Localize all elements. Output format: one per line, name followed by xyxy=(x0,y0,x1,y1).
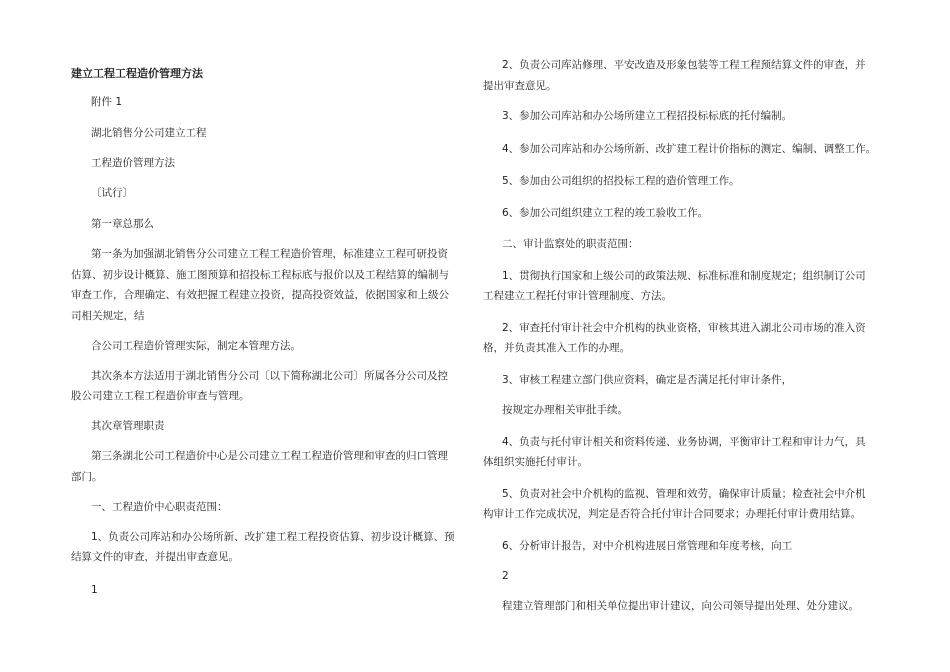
article-3-line: 第三条湖北公司工程造价中心是公司建立工程工程造价管理和审查的归口管理 xyxy=(91,450,448,462)
trial-note: 〔试行〕 xyxy=(91,187,133,199)
article-1-line: 审查工作，合理确定、有效把握工程建立投资，提高投资效益，依据国家和上级公 xyxy=(71,289,449,301)
item-5: 5、参加由公司组织的招投标工程的造价管理工作。 xyxy=(502,175,740,187)
document-title: 建立工程工程造价管理方法 xyxy=(71,67,203,80)
duty-1-line: 1、贯彻执行国家和上级公司的政策法规、标准标准和制度规定；组织制订公司 xyxy=(502,270,866,282)
duty-4-line: 体组织实施托付审计。 xyxy=(483,456,588,468)
section-1-heading: 一、工程造价中心职责范围： xyxy=(91,501,228,513)
item-3: 3、参加公司库站和办公场所建立工程招投标标底的托付编制。 xyxy=(502,110,793,122)
duty-3: 3、审核工程建立部门供应资料，确定是否满足托付审计条件， xyxy=(502,374,793,386)
duty-4-line: 4、负责与托付审计相关和资料传递、业务协调，平衡审计工程和审计力气，具 xyxy=(502,436,866,448)
duty-2-line: 格，并负责其准入工作的办理。 xyxy=(483,342,630,354)
article-1-line: 第一条为加强湖北销售分公司建立工程工程造价管理，标准建立工程可研投资 xyxy=(91,248,448,260)
item-1-line: 1、负责公司库站和办公场所新、改扩建工程工程投资估算、初步设计概算、预 xyxy=(91,531,455,543)
duty-5-line: 5、负责对社会中介机构的监视、管理和效劳，确保审计质量；检查社会中介机 xyxy=(502,488,866,500)
attachment-label: 附件 1 xyxy=(91,96,123,108)
article-1-line: 估算、初步设计概算、施工图预算和招投标工程标底与报价以及工程结算的编制与 xyxy=(71,269,449,281)
duty-3-continuation: 按规定办理相关审批手续。 xyxy=(502,404,628,416)
duty-5-line: 构审计工作完成状况，判定是否符合托付审计合同要求；办理托付审计费用结算。 xyxy=(483,508,861,520)
item-2-line: 2、负责公司库站修理、平安改造及形象包装等工程工程预结算文件的审查，并 xyxy=(502,59,866,71)
duty-6-continuation: 程建立管理部门和相关单位提出审计建议，向公司领导提出处理、处分建议。 xyxy=(502,600,859,612)
page-number: 1 xyxy=(91,584,98,596)
page-number: 2 xyxy=(502,570,509,582)
article-1-continuation: 合公司工程造价管理实际，制定本管理方法。 xyxy=(91,340,301,352)
section-2-heading: 二、审计监察处的职责范围： xyxy=(502,238,639,250)
item-4: 4、参加公司库站和办公场所新、改扩建工程计价指标的测定、编制、调整工作。 xyxy=(502,143,877,155)
article-1-line: 司相关规定，结 xyxy=(71,310,145,322)
item-6: 6、参加公司组织建立工程的竣工验收工作。 xyxy=(502,207,709,219)
chapter-2-heading: 其次章管理职责 xyxy=(91,420,165,432)
item-2-line: 提出审查意见。 xyxy=(483,80,557,92)
chapter-1-heading: 第一章总那么 xyxy=(91,218,154,230)
organization-name: 湖北销售分公司建立工程 xyxy=(91,127,207,139)
article-2-line: 其次条本方法适用于湖北销售分公司〔以下简称湖北公司〕所属各分公司及控 xyxy=(91,370,448,382)
article-3-line: 部门。 xyxy=(71,471,103,483)
duty-6: 6、分析审计报告，对中介机构进展日常管理和年度考核，向工 xyxy=(502,540,793,552)
duty-2-line: 2、审查托付审计社会中介机构的执业资格，审核其进入湖北公司市场的准入资 xyxy=(502,322,866,334)
item-1-line: 结算文件的审查，并提出审查意见。 xyxy=(71,551,239,563)
duty-1-line: 工程建立工程托付审计管理制度、方法。 xyxy=(483,290,672,302)
document-name: 工程造价管理方法 xyxy=(91,157,175,169)
article-2-line: 股公司建立工程工程造价审查与管理。 xyxy=(71,390,250,402)
